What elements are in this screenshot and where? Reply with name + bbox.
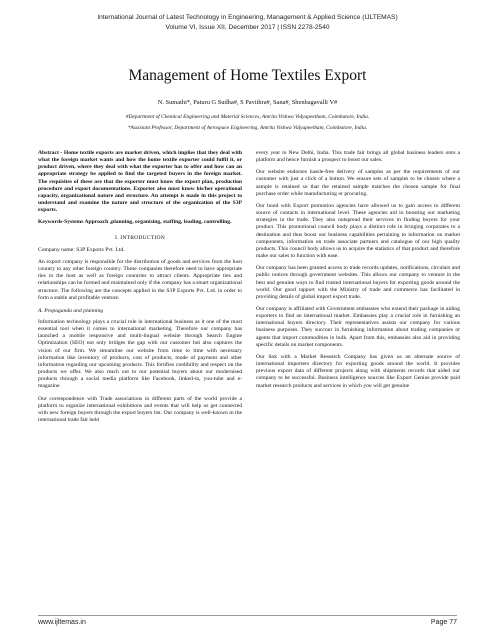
subsection-heading-propaganda: A. Propaganda and planning <box>38 307 104 314</box>
body-paragraph: Our correspondence with Trade associations in different parts of the world provide a platform to organize international exhibitions and events that will help us get connected with new foreign buyers through the export buyers list. Our company is well-known in the international trade fair held <box>38 395 242 423</box>
left-column <box>38 150 242 590</box>
intro-paragraph: An export company is responsible for the distribution of goods and services from the host country to any other foreign country. These companies therefore need to have appropriate ties in the host as well as foreign countries to attract clients. Appropriate ties and relationships can be formed and maintained only if the company has a smart organizational structure. The following are the concepts applied in the S3P Exports Pvt. Ltd. in order to form a stable and profitable venture. <box>38 258 242 301</box>
paper-authors: N. Sumathi*, Paturu G Sudha#, S Pavithra#, Sana#, Shenbagavalli V# <box>157 99 338 106</box>
body-paragraph: every year in New Delhi, India. This trade fair brings all global business leaders onto a platform and hence furnish a prospect to boost our sales. <box>256 150 460 164</box>
body-paragraph: Our website endorses hassle-free delivery of samples as per the requirements of our customer with just a click of a button. We ensure sets of samples to be chosen where a sample is retained so that the retained sample matches the chosen sample for final purchase order while manufacturing or procuring. <box>256 169 460 197</box>
affiliation-2: *Assistant Professor, Department of Aerospace Engineering, Amrita Vishwa Vidyapeetham, Coimbatore, India. <box>127 125 368 131</box>
body-paragraph: Our bond with Export promotion agencies have allowed us to gain access to different source of contacts in international level. These agencies aid in boosting our marketing strategies in the trade. They also outspread their services in finding buyers for your product. This promotional council body plays a distinct role in bringing corporates to a destination and thus boost our business capabilities pertaining to information on market components, information on trade associate partners and catalogue of our high quality products. This council body allows us to acquire the statistics of that product and therefore make our sales to function with ease. <box>256 202 460 260</box>
body-paragraph: Our company has been granted access to trade records updates, notifications, circulars and public notices through government websites. This allows our company to venture in the best and genuine ways to find trusted international buyers for exporting goods around the world. Our good rapport with the Ministry of trade and commerce has facilitated in providing details of global import export trade. <box>256 265 460 300</box>
body-paragraph: Our company is affiliated with Government embassies who extend their package in aiding exporters to find an international market. Embassies play a crucial role in furnishing an international buyers directory. Their representatives assists our company for various business purposes. They succour in furnishing information about trading companies or agents that import commodities in bulk. Apart from this, embassies also aid in providing specific details on market components. <box>256 305 460 348</box>
footer-website: www.ijltemas.in <box>38 619 86 626</box>
section-heading-introduction: I. INTRODUCTION <box>115 234 165 241</box>
footer-page-number: Page 77 <box>430 619 457 626</box>
footer-divider <box>38 615 457 616</box>
body-paragraph: Our link with a Market Research Company has given us an alternate source of international importers directory for exporting goods around the world. It provides previous export data of different projects along with shipments records that aided our company to be successful. Business intelligence sources like Export Genius provide paid market research products and services in which you will get genuine <box>256 353 460 389</box>
abstract: Abstract - Home textile exports are market driven, which implies that they deal with what the foreign market wants and how the home textile exporter could fulfil it, or product driven, where they deal with what the exporter has to offer and how can an appropriate strategy be applied to find the targeted buyers in the foreign market. The requisites of these are that the exporter must know the export plan, production procedure and export documentations. Exporter also must know his/her operational capacity, organizational nature and structure. An attempt is made in this project to understand and examine the nature and structure of the organization of the S3P exports. <box>38 150 242 214</box>
journal-header <box>0 13 495 33</box>
company-name: Company name: S3P Exports Pvt. Ltd. <box>38 246 125 253</box>
affiliation-1: #Department of Chemical Engineering and Material Sciences, Amrita Vishwa Vidyapeetham, Coimbatore, India. <box>125 114 370 120</box>
journal-volume: Volume VI, Issue XII, December 2017 | ISSN 2278-2540 <box>165 24 330 31</box>
paper-title: Management of Home Textiles Export <box>128 67 367 84</box>
journal-name: International Journal of Latest Technology in Engineering, Management & Applied Science (IJLTEMAS) <box>97 14 398 21</box>
keywords: Keywords-Systems Approach ,planning, organising, staffing, leading, controlling. <box>38 219 232 226</box>
right-column <box>256 150 460 590</box>
body-paragraph: Information technology plays a crucial role in international business as it one of the most essential tool when it comes to international marketing. Therefore our company has launched a mobile responsive and multi-lingual website through Search Engine Optimization (SEO) not only bridges the gap with our customer but also captures the vision of our firm. We streamline our website from time to time with necessary information like inventory of products, cost of products, mode of payment and other information regarding our upcoming products. This fortifies credibility and respect on the products we offer. We also reach out to our potential buyers about our modernised products through a social media platform like Facebook, linked-in, you-tube and e-magazine. <box>38 318 242 390</box>
